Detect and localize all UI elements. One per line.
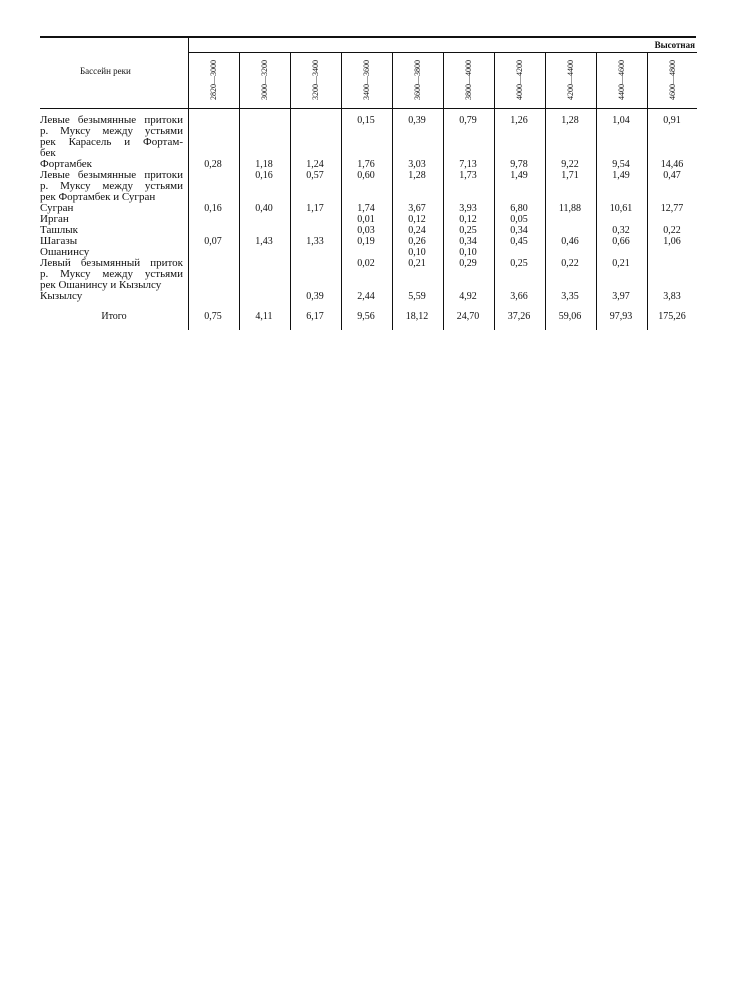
table-cell: 0,24 — [408, 225, 426, 236]
table-cell: 1,71 — [561, 170, 579, 181]
table-cell: 0,21 — [408, 258, 426, 269]
altitude-column-header: 3600—3800 — [412, 60, 422, 100]
table-cell: 4,92 — [459, 291, 477, 302]
table-cell: 3,93 — [459, 203, 477, 214]
table-cell: 11,88 — [558, 203, 582, 214]
table-cell: 2,44 — [357, 291, 375, 302]
column-divider — [443, 53, 444, 330]
table-cell: 0,12 — [408, 214, 426, 225]
table-cell: 0,46 — [561, 236, 579, 247]
total-cell: 9,56 — [357, 311, 375, 322]
altitude-column-header: 3000—3200 — [259, 60, 269, 100]
table-cell: 0,16 — [255, 170, 273, 181]
altitude-group-header: Высотная — [654, 40, 695, 50]
table-cell: 1,73 — [459, 170, 477, 181]
column-divider — [341, 53, 342, 330]
total-cell: 59,06 — [558, 311, 582, 322]
column-divider — [596, 53, 597, 330]
table-cell: 5,59 — [408, 291, 426, 302]
table-cell: 0,47 — [663, 170, 681, 181]
table-cell: 1,17 — [306, 203, 324, 214]
table-cell: 3,35 — [561, 291, 579, 302]
table-cell: 0,15 — [357, 115, 375, 126]
table-cell: 3,83 — [663, 291, 681, 302]
table-cell: 0,25 — [459, 225, 477, 236]
table-cell: 0,16 — [204, 203, 222, 214]
basin-name-line: Левый безымянный приток — [40, 257, 183, 269]
table-cell: 14,46 — [660, 159, 684, 170]
table-cell: 0,34 — [510, 225, 528, 236]
basin-name-line: рек Карасель и Фортам- — [40, 136, 183, 148]
basin-name-line: Шагазы — [40, 235, 78, 247]
table-cell: 0,07 — [204, 236, 222, 247]
table-cell: 0,40 — [255, 203, 273, 214]
table-cell: 0,12 — [459, 214, 477, 225]
basin-name-line: Фортамбек — [40, 158, 93, 170]
basin-name-line: рек Ошанинсу и Кызылсу — [40, 279, 162, 291]
table-cell: 1,49 — [612, 170, 630, 181]
total-cell: 6,17 — [306, 311, 324, 322]
table-cell: 0,57 — [306, 170, 324, 181]
table-cell: 0,22 — [561, 258, 579, 269]
table-cell: 0,29 — [459, 258, 477, 269]
table-cell: 0,01 — [357, 214, 375, 225]
column-divider — [239, 53, 240, 330]
table-cell: 9,22 — [561, 159, 579, 170]
table-cell: 1,28 — [408, 170, 426, 181]
basin-name-line: р. Муксу между устьями — [40, 268, 183, 280]
basin-name-line: Ташлык — [40, 224, 79, 236]
table-cell: 6,80 — [510, 203, 528, 214]
table-cell: 0,05 — [510, 214, 528, 225]
total-cell: 18,12 — [405, 311, 429, 322]
table-cell: 0,02 — [357, 258, 375, 269]
basin-name-line: бек — [40, 147, 56, 159]
table-cell: 0,26 — [408, 236, 426, 247]
basin-name — [40, 170, 183, 203]
table-cell: 1,49 — [510, 170, 528, 181]
total-cell: 175,26 — [658, 311, 686, 322]
table-cell: 1,26 — [510, 115, 528, 126]
altitude-column-header: 3200—3400 — [310, 60, 320, 100]
table-cell: 1,76 — [357, 159, 375, 170]
altitude-column-header: 4000—4200 — [514, 60, 524, 100]
table-cell: 0,91 — [663, 115, 681, 126]
column-divider — [290, 53, 291, 330]
basin-name-line: р. Муксу между устьями — [40, 125, 183, 137]
column-divider — [392, 53, 393, 330]
column-divider — [494, 53, 495, 330]
basin-header: Бассейн реки — [80, 66, 131, 76]
basin-name-line: Левые безымянные притоки — [40, 169, 183, 181]
altitude-column-header: 4200—4400 — [565, 60, 575, 100]
table-cell: 9,78 — [510, 159, 528, 170]
basin-name-line: Левые безымянные притоки — [40, 114, 183, 126]
table-cell: 7,13 — [459, 159, 477, 170]
altitude-column-header: 3400—3600 — [361, 60, 371, 100]
table-cell: 0,03 — [357, 225, 375, 236]
altitude-column-header: 3800—4000 — [463, 60, 473, 100]
table-cell: 0,34 — [459, 236, 477, 247]
basin-name-line: р. Муксу между устьями — [40, 180, 183, 192]
table-cell: 1,06 — [663, 236, 681, 247]
table-cell: 0,39 — [408, 115, 426, 126]
table-cell: 0,45 — [510, 236, 528, 247]
basin-name — [40, 115, 183, 159]
table-cell: 10,61 — [609, 203, 633, 214]
table-cell: 0,25 — [510, 258, 528, 269]
basin-name-line: Ошанинсу — [40, 246, 90, 258]
table-cell: 0,60 — [357, 170, 375, 181]
altitude-column-header: 4600—4800 — [667, 60, 677, 100]
table-cell: 9,54 — [612, 159, 630, 170]
table-cell: 0,19 — [357, 236, 375, 247]
table-cell: 1,33 — [306, 236, 324, 247]
table-cell: 3,03 — [408, 159, 426, 170]
table-cell: 1,74 — [357, 203, 375, 214]
basin-name-line: Ирган — [40, 213, 69, 225]
table-cell: 1,04 — [612, 115, 630, 126]
total-cell: 97,93 — [609, 311, 633, 322]
top-rule — [40, 36, 696, 38]
basin-name — [40, 291, 183, 302]
altitude-column-header: 2820—3000 — [208, 60, 218, 100]
total-cell: 37,26 — [507, 311, 531, 322]
table-cell: 12,77 — [660, 203, 684, 214]
column-divider — [647, 53, 648, 330]
altitude-column-header: 4400—4600 — [616, 60, 626, 100]
total-cell: 24,70 — [456, 311, 480, 322]
table-cell: 0,21 — [612, 258, 630, 269]
basin-name-line: рек Фортамбек и Сугран — [40, 191, 156, 203]
table-cell: 0,66 — [612, 236, 630, 247]
table-cell: 3,67 — [408, 203, 426, 214]
table-cell: 0,39 — [306, 291, 324, 302]
table-cell: 0,10 — [408, 247, 426, 258]
table-cell: 1,24 — [306, 159, 324, 170]
table-cell: 0,22 — [663, 225, 681, 236]
column-divider — [545, 53, 546, 330]
table-cell: 1,43 — [255, 236, 273, 247]
basin-name — [40, 258, 183, 291]
total-cell: 4,11 — [255, 311, 273, 322]
table-cell: 0,32 — [612, 225, 630, 236]
basin-name-line: Кызылсу — [40, 290, 83, 302]
table-cell: 0,10 — [459, 247, 477, 258]
column-divider — [188, 38, 189, 330]
table-cell: 3,97 — [612, 291, 630, 302]
table-cell: 1,28 — [561, 115, 579, 126]
table-cell: 0,79 — [459, 115, 477, 126]
total-cell: 0,75 — [204, 311, 222, 322]
table-cell: 1,18 — [255, 159, 273, 170]
basin-name-line: Сугран — [40, 202, 74, 214]
total-label: Итого — [101, 311, 127, 322]
table-cell: 0,28 — [204, 159, 222, 170]
table-cell: 3,66 — [510, 291, 528, 302]
